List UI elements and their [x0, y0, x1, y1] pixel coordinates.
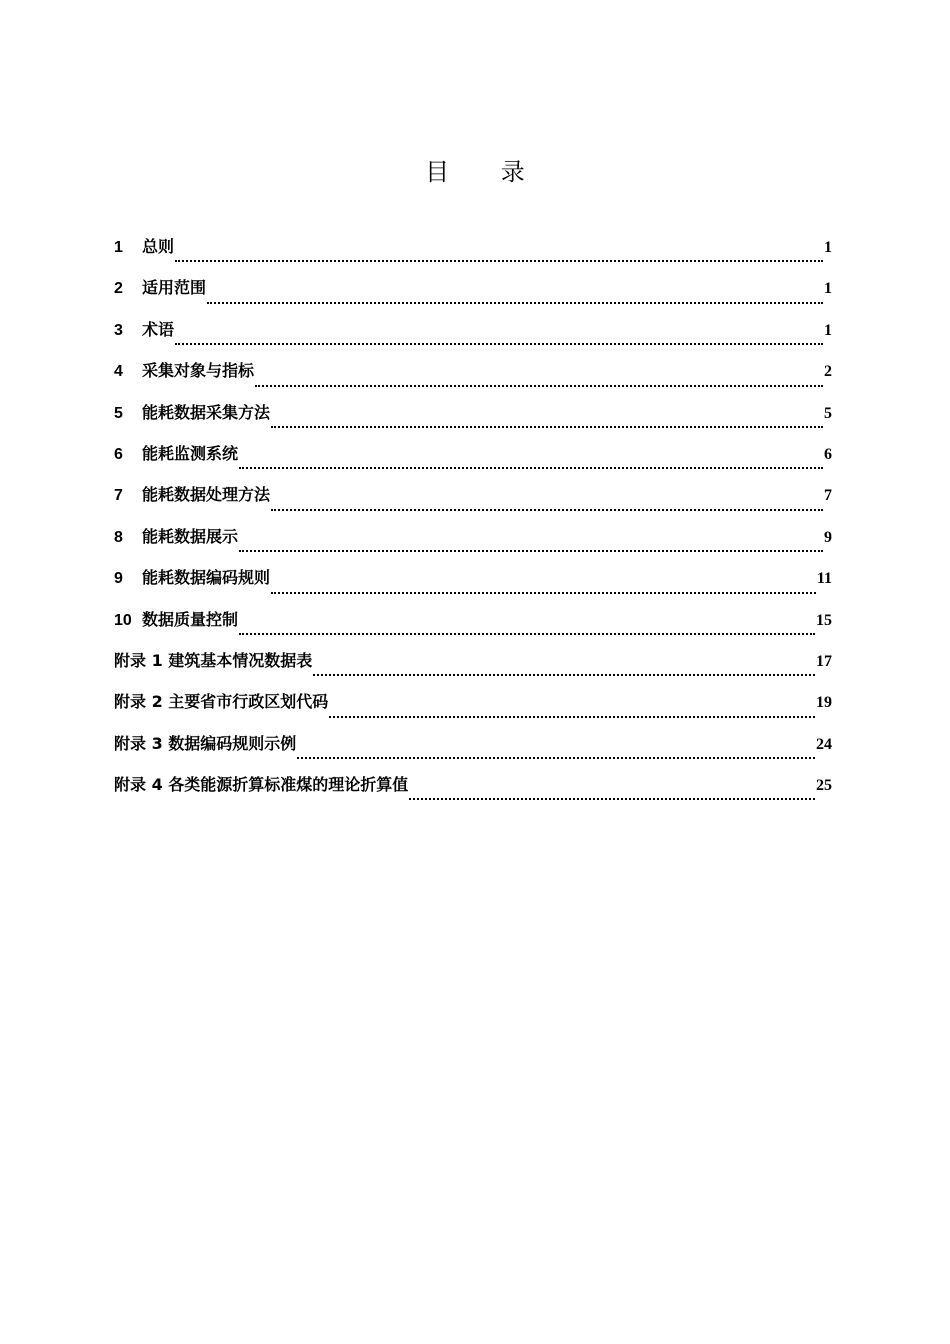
toc-entry-page: 1	[824, 321, 832, 339]
toc-entry-6[interactable]	[114, 438, 832, 479]
toc-entry-page: 17	[816, 652, 832, 670]
dot-leader	[255, 385, 823, 387]
toc-entry-number: 1	[114, 239, 123, 256]
toc-entry-page: 25	[816, 777, 832, 795]
toc-entry-number: 8	[114, 528, 123, 546]
toc-entry-number: 2	[114, 280, 123, 298]
dot-leader	[175, 260, 823, 262]
toc-entry-number: 5	[114, 404, 123, 422]
toc-entry-page: 1	[824, 239, 832, 256]
toc-entry-page: 6	[824, 445, 832, 463]
toc-entry-label: 附录 3 数据编码规则示例	[114, 733, 297, 753]
toc-entry-page: 15	[816, 611, 832, 629]
toc-entry-number: 4	[114, 363, 123, 381]
toc-entry-5[interactable]	[114, 397, 832, 438]
toc-entry-number: 6	[114, 445, 123, 463]
dot-leader	[271, 592, 816, 594]
toc-entry-2[interactable]	[114, 272, 832, 313]
dot-leader	[329, 716, 815, 718]
toc-entry-label: 总则	[142, 237, 175, 256]
toc-entry-page: 11	[816, 570, 832, 588]
toc-entry-4[interactable]	[114, 355, 832, 396]
dot-leader	[207, 302, 823, 304]
toc-entry-page: 1	[824, 280, 832, 298]
toc-entry-page: 19	[816, 694, 832, 712]
toc-entry-appendix-2[interactable]	[114, 686, 832, 727]
dot-leader	[271, 509, 823, 511]
toc-entry-label: 附录 4 各类能源折算标准煤的理论折算值	[114, 775, 409, 795]
toc-entry-number: 9	[114, 570, 123, 588]
toc-list	[114, 231, 832, 810]
toc-entry-number: 3	[114, 321, 123, 339]
toc-entry-label: 采集对象与指标	[142, 361, 255, 381]
toc-entry-appendix-4[interactable]	[114, 769, 832, 810]
dot-leader	[409, 798, 815, 800]
dot-leader	[175, 343, 823, 345]
toc-entry-label: 附录 1 建筑基本情况数据表	[114, 650, 313, 670]
toc-entry-appendix-3[interactable]	[114, 728, 832, 769]
toc-entry-label: 术语	[142, 319, 175, 339]
toc-title: 目 录	[425, 158, 547, 186]
toc-entry-1[interactable]	[114, 231, 832, 272]
toc-entry-appendix-1[interactable]	[114, 645, 832, 686]
toc-entry-number: 10	[114, 611, 132, 629]
toc-entry-label: 数据质量控制	[142, 609, 239, 629]
toc-entry-8[interactable]	[114, 521, 832, 562]
dot-leader	[271, 426, 823, 428]
toc-entry-page: 9	[824, 528, 832, 546]
dot-leader	[297, 757, 815, 759]
toc-entry-9[interactable]	[114, 562, 832, 603]
toc-entry-label: 能耗监测系统	[142, 443, 239, 463]
toc-entry-7[interactable]	[114, 479, 832, 520]
dot-leader	[239, 550, 823, 552]
toc-entry-label: 能耗数据采集方法	[142, 402, 271, 422]
dot-leader	[239, 467, 823, 469]
toc-entry-label: 能耗数据编码规则	[142, 568, 271, 588]
toc-entry-label: 附录 2 主要省市行政区划代码	[114, 692, 329, 712]
toc-entry-3[interactable]	[114, 314, 832, 355]
dot-leader	[313, 674, 815, 676]
toc-entry-10[interactable]	[114, 604, 832, 645]
toc-entry-page: 7	[824, 487, 832, 505]
toc-entry-page: 2	[824, 363, 832, 381]
toc-entry-page: 5	[824, 404, 832, 422]
toc-entry-label: 适用范围	[142, 278, 207, 298]
toc-entry-number: 7	[114, 487, 123, 505]
toc-entry-label: 能耗数据处理方法	[142, 485, 271, 505]
toc-entry-label: 能耗数据展示	[142, 526, 239, 546]
dot-leader	[239, 633, 815, 635]
toc-entry-page: 24	[816, 735, 832, 753]
